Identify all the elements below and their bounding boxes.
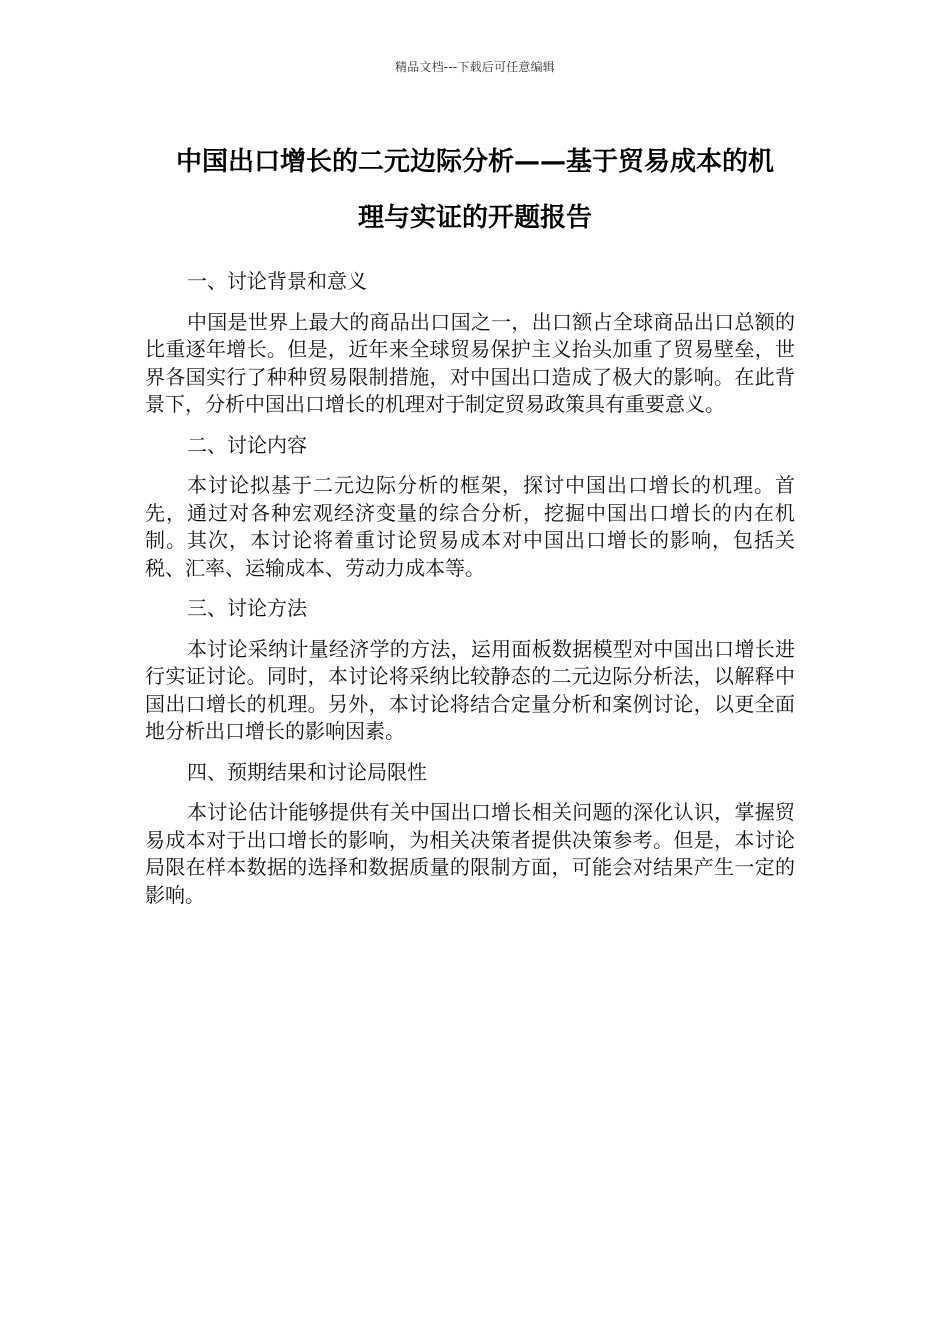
title-line-1: 中国出口增长的二元边际分析——基于贸易成本的机	[175, 147, 774, 177]
section-heading-expected-results: 四、预期结果和讨论局限性	[187, 759, 427, 784]
document-title	[140, 134, 810, 246]
section-heading-method: 三、讨论方法	[187, 596, 307, 620]
section-heading-background: 一、讨论背景和意义	[187, 269, 367, 293]
section-body-background: 中国是世界上最大的商品出口国之一，出口额占全球商品出口总额的比重逐年增长。但是，近年来全球贸易保护主义抬头加重了贸易壁垒，世界各国实行了种种贸易限制措施，对中国出口造成了极大的影响。在此背景下，分析中国出口增长的机理对于制定贸易政策具有重要意义。	[145, 309, 795, 416]
section-body-expected-results: 本讨论估计能够提供有关中国出口增长相关问题的深化认识，掌握贸易成本对于出口增长的影响，为相关决策者提供决策参考。但是，本讨论局限在样本数据的选择和数据质量的限制方面，可能会对结果产生一定的影响。	[145, 800, 795, 907]
header-note: 精品文档---下载后可任意编辑	[395, 60, 555, 74]
document-body	[145, 268, 795, 909]
section-heading-content: 二、讨论内容	[187, 432, 307, 457]
section-body-content: 本讨论拟基于二元边际分析的框架，探讨中国出口增长的机理。首先，通过对各种宏观经济变量的综合分析，挖掘中国出口增长的内在机制。其次，本讨论将着重讨论贸易成本对中国出口增长的影响，包括关税、汇率、运输成本、劳动力成本等。	[145, 473, 795, 580]
section-body-method: 本讨论采纳计量经济学的方法，运用面板数据模型对中国出口增长进行实证讨论。同时，本讨论将采纳比较静态的二元边际分析法，以解释中国出口增长的机理。另外，本讨论将结合定量分析和案例讨论，以更全面地分析出口增长的影响因素。	[145, 636, 795, 743]
title-line-2: 理与实证的开题报告	[357, 203, 592, 233]
